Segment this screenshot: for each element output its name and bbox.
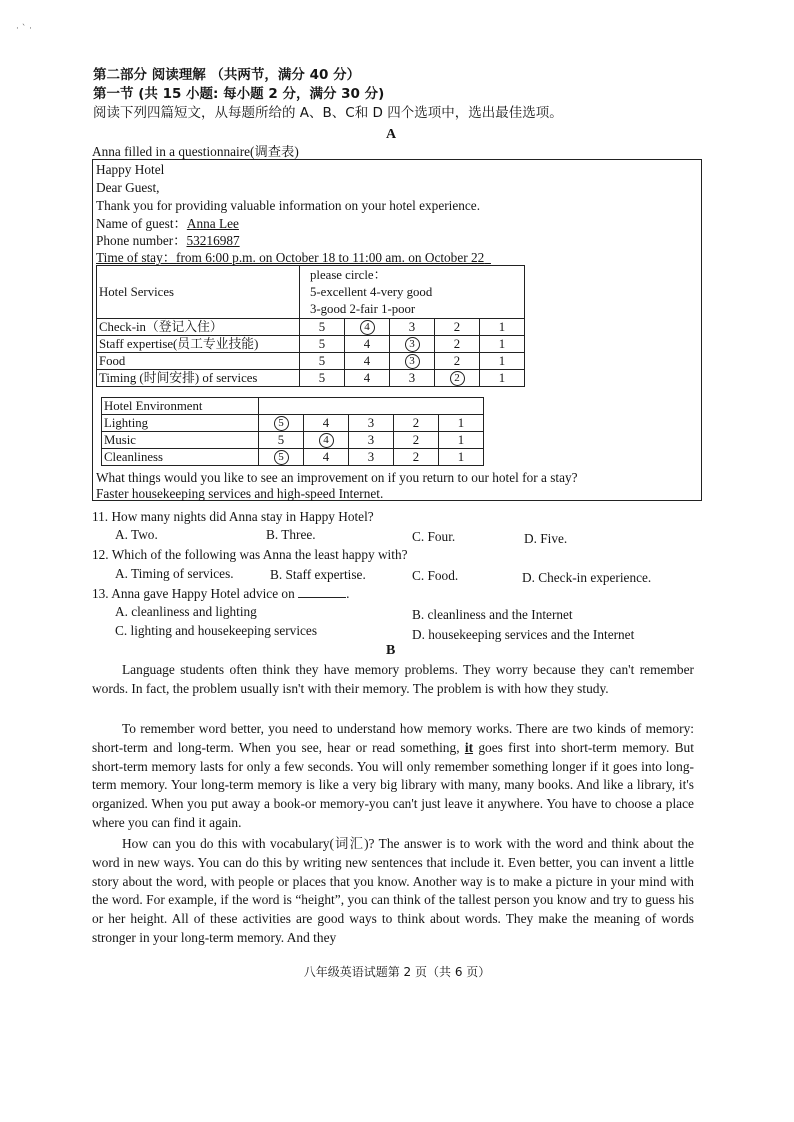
- environment-rating-cell: 2: [394, 432, 439, 449]
- service-rating-cell: 2: [435, 319, 480, 336]
- services-table: [96, 265, 525, 387]
- environment-row: [102, 432, 484, 449]
- environment-rating-cell: [304, 432, 349, 449]
- service-rating-cell: 4: [345, 370, 390, 387]
- q12-option-d: D. Check-in experience.: [522, 570, 652, 585]
- stay-row: [96, 249, 491, 266]
- environment-row: [102, 415, 484, 432]
- service-rating-cell: 5: [300, 353, 345, 370]
- circle-note: please circle： 5-excellent 4-very good 3-good 2-fair 1-poor: [300, 266, 525, 319]
- service-rating-cell: [390, 353, 435, 370]
- hotel-name: Happy Hotel: [96, 162, 165, 177]
- service-rating-cell: [390, 336, 435, 353]
- section-heading: 第一节 (共 15 小题: 每小题 2 分，满分 30 分): [93, 86, 385, 102]
- service-row: [97, 370, 525, 387]
- q13-option-a: A. cleanliness and lighting: [115, 604, 257, 619]
- services-header: Hotel Services: [97, 266, 300, 319]
- service-rating-cell: 4: [345, 353, 390, 370]
- environment-label: Music: [102, 432, 259, 449]
- passage-a-intro: Anna filled in a questionnaire(调查表): [92, 144, 299, 159]
- service-label: Staff expertise(员工专业技能): [97, 336, 300, 353]
- environment-rating-cell: 3: [349, 432, 394, 449]
- q13-option-b: B. cleanliness and the Internet: [412, 607, 573, 622]
- circled-rating: 3: [405, 337, 420, 352]
- environment-label: Lighting: [102, 415, 259, 432]
- service-rating-cell: 5: [300, 336, 345, 353]
- service-label: Food: [97, 353, 300, 370]
- passage-b-letter: B: [386, 643, 396, 658]
- service-rating-cell: [345, 319, 390, 336]
- environment-row: [102, 449, 484, 466]
- passage-b-paragraph-1: Language students often think they have memory problems. They worry because they can't remember words. In fact, the problem usually isn't with their memory. The problem is with how they study.: [92, 662, 694, 696]
- service-rating-cell: 5: [300, 319, 345, 336]
- q13-option-d: D. housekeeping services and the Internet: [412, 627, 635, 642]
- circled-rating: 5: [274, 416, 289, 431]
- phone-label: Phone number：: [96, 233, 187, 248]
- service-label: Check-in（登记入住）: [97, 319, 300, 336]
- q13-option-c: C. lighting and housekeeping services: [115, 623, 317, 638]
- improvement-question: What things would you like to see an improvement on if you return to our hotel for a stay?: [96, 470, 578, 485]
- environment-rating-cell: 3: [349, 449, 394, 466]
- q11-option-b: B. Three.: [266, 527, 316, 542]
- service-rating-cell: 1: [480, 370, 525, 387]
- q11-option-a: A. Two.: [115, 527, 158, 542]
- environment-header: Hotel Environment: [102, 398, 259, 415]
- service-rating-cell: 3: [390, 319, 435, 336]
- service-label: Timing (时间安排) of services: [97, 370, 300, 387]
- passage-a-letter: A: [386, 127, 397, 142]
- stay-label: Time of stay：: [96, 250, 177, 265]
- question-12-stem: 12. Which of the following was Anna the least happy with?: [92, 547, 408, 562]
- environment-label: Cleanliness: [102, 449, 259, 466]
- environment-rating-cell: 1: [439, 415, 484, 432]
- page-footer: 八年级英语试题第 2 页（共 6 页）: [303, 965, 491, 979]
- phone-row: [96, 232, 240, 249]
- service-rating-cell: 2: [435, 336, 480, 353]
- service-row: [97, 353, 525, 370]
- environment-rating-cell: 4: [304, 415, 349, 432]
- scan-artifact: · ` ·: [16, 24, 32, 34]
- service-rating-cell: 1: [480, 319, 525, 336]
- q12-option-c: C. Food.: [412, 568, 459, 583]
- service-row: [97, 336, 525, 353]
- service-rating-cell: 4: [345, 336, 390, 353]
- service-rating-cell: 3: [390, 370, 435, 387]
- environment-rating-cell: 4: [304, 449, 349, 466]
- environment-rating-cell: 2: [394, 415, 439, 432]
- q12-option-a: A. Timing of services.: [115, 566, 234, 581]
- guest-label: Name of guest：: [96, 216, 187, 231]
- environment-rows: [102, 415, 484, 466]
- environment-rating-cell: [259, 449, 304, 466]
- q11-option-c: C. Four.: [412, 529, 456, 544]
- passage-b-paragraph-2: To remember word better, you need to understand how memory works. There are two kinds of memory: short-term and long-term. When you see, hear or read something, it goes first into short-term memory. But short-term memory lasts for only a few seconds. You will only remember something longer if it goes into long-term memory. Your long-term memory is like a very big library with many, many books. And like a library, it's organized. When you put away a book-or memory-you can't just leave it anywhere. You have to choose a place where you can find it again.: [92, 721, 694, 830]
- thanks-line: Thank you for providing valuable information on your hotel experience.: [96, 198, 481, 213]
- service-rating-cell: [435, 370, 480, 387]
- phone-value: 53216987: [186, 233, 240, 248]
- service-rating-cell: 1: [480, 336, 525, 353]
- circled-rating: 5: [274, 450, 289, 465]
- environment-rating-cell: 5: [259, 432, 304, 449]
- circled-rating: 3: [405, 354, 420, 369]
- environment-rating-cell: 3: [349, 415, 394, 432]
- service-rating-cell: 2: [435, 353, 480, 370]
- circled-rating: 4: [319, 433, 334, 448]
- part-heading: 第二部分 阅读理解 （共两节，满分 40 分）: [93, 67, 361, 83]
- environment-rating-cell: 1: [439, 432, 484, 449]
- guest-name-row: [96, 215, 239, 232]
- circled-rating: 4: [360, 320, 375, 335]
- environment-rating-cell: 1: [439, 449, 484, 466]
- greeting: Dear Guest,: [96, 180, 160, 195]
- underlined-it: it: [464, 739, 474, 755]
- q11-option-d: D. Five.: [524, 531, 568, 546]
- stay-value: from 6:00 p.m. on October 18 to 11:00 am. on October 22: [176, 250, 485, 265]
- services-rows: [97, 319, 525, 387]
- instructions: 阅读下列四篇短文，从每题所给的 A、B、C和 D 四个选项中，选出最佳选项。: [93, 105, 563, 121]
- q12-option-b: B. Staff expertise.: [270, 567, 366, 582]
- improvement-answer: Faster housekeeping services and high-speed Internet.: [96, 486, 384, 501]
- passage-b-paragraph-3: How can you do this with vocabulary(词汇)? The answer is to work with the word and think about the word in new ways. You can do this by writing new sentences that include it. Even better, you can invent a little story about the word, with people or places that you know. Another way is to make a picture in your mind with the word. For example, if the word is “height”, you can think of the tallest person you know and try to guess his or her height. All of these activities are good ways to think about words. They make the meaning of words stronger in your long-term memory. And they: [92, 836, 694, 945]
- guest-value: Anna Lee: [186, 216, 239, 231]
- question-13-stem: 13. Anna gave Happy Hotel advice on .: [92, 586, 350, 601]
- circled-rating: 2: [450, 371, 465, 386]
- questionnaire-box: [92, 159, 702, 501]
- environment-table: [101, 397, 484, 466]
- question-11-stem: 11. How many nights did Anna stay in Happy Hotel?: [92, 509, 374, 524]
- service-row: [97, 319, 525, 336]
- environment-rating-cell: 2: [394, 449, 439, 466]
- service-rating-cell: 1: [480, 353, 525, 370]
- answer-blank: [298, 585, 346, 598]
- service-rating-cell: 5: [300, 370, 345, 387]
- environment-rating-cell: [259, 415, 304, 432]
